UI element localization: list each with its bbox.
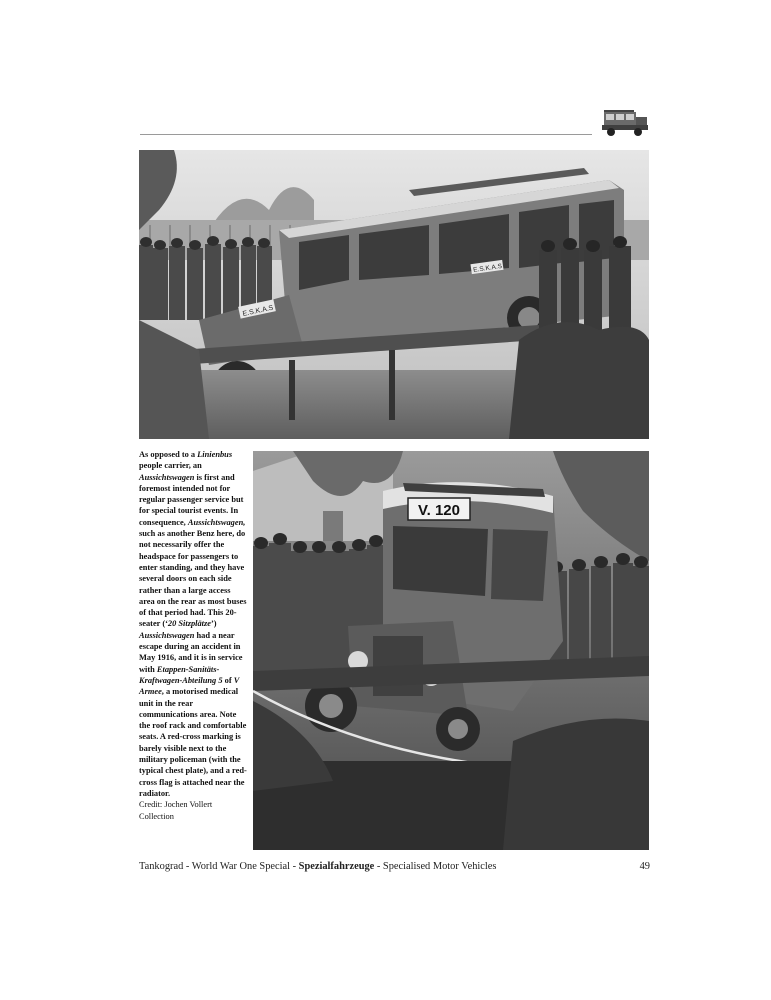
caption-text: had a near escape during an accident in May 1916, and it is in service with xyxy=(139,630,243,674)
page-footer xyxy=(139,861,650,872)
header-rule xyxy=(140,134,592,135)
caption-text: people carrier, an xyxy=(139,461,202,471)
header-vehicle-icon xyxy=(598,105,650,138)
caption-term: Aussichtswagen xyxy=(139,472,195,482)
footer-title-english: - Specialised Motor Vehicles xyxy=(374,861,497,872)
caption-text: of xyxy=(222,675,234,685)
photo-bus-accident xyxy=(253,451,649,850)
caption-credit: Credit: Jochen Vollert Collection xyxy=(139,800,213,821)
footer-series: Tankograd - World War One Special - xyxy=(139,861,299,872)
photo-caption xyxy=(139,449,247,822)
caption-term: Aussichtswagen, xyxy=(187,517,246,527)
caption-text: , a motorised medical unit in the rear communications area. Note the roof rack and comfortable seats. A red-cross marking is barely visible next to the military policeman (with the typical chest plate), and a red-cross flag is attached near the radiator. xyxy=(139,687,247,798)
top-bus-side-sign: E.S.K.A.S xyxy=(472,262,503,274)
footer-title-german: Spezialfahrzeuge xyxy=(298,861,375,872)
bus-plate-number: V. 120 xyxy=(418,502,460,519)
photo-bus-on-bridge xyxy=(139,150,649,439)
caption-term: Aussichtswagen xyxy=(139,630,195,640)
caption-text: As opposed to a xyxy=(139,450,198,459)
caption-term: Linienbus xyxy=(197,450,233,459)
caption-text: such as another Benz here, do not necessarily offer the headspace for passengers to enter standing, and they have several doors on each side rather than a large access area on the rear as most buses of that period had. This 20-seater (‘ xyxy=(139,529,247,629)
caption-text: is first and foremost intended not for regular passenger service but for special tourist events. In consequence, xyxy=(139,472,244,527)
caption-term: 20 Sitzplätze xyxy=(167,619,211,629)
caption-term: V Armee xyxy=(139,675,240,697)
page-number: 49 xyxy=(639,861,650,872)
top-bus-front-sign: E.S.K.A.S xyxy=(242,304,275,318)
caption-text: ’) xyxy=(210,619,217,629)
caption-term: Etappen-Sanitäts-Kraftwagen-Abteilung 5 xyxy=(139,664,223,685)
